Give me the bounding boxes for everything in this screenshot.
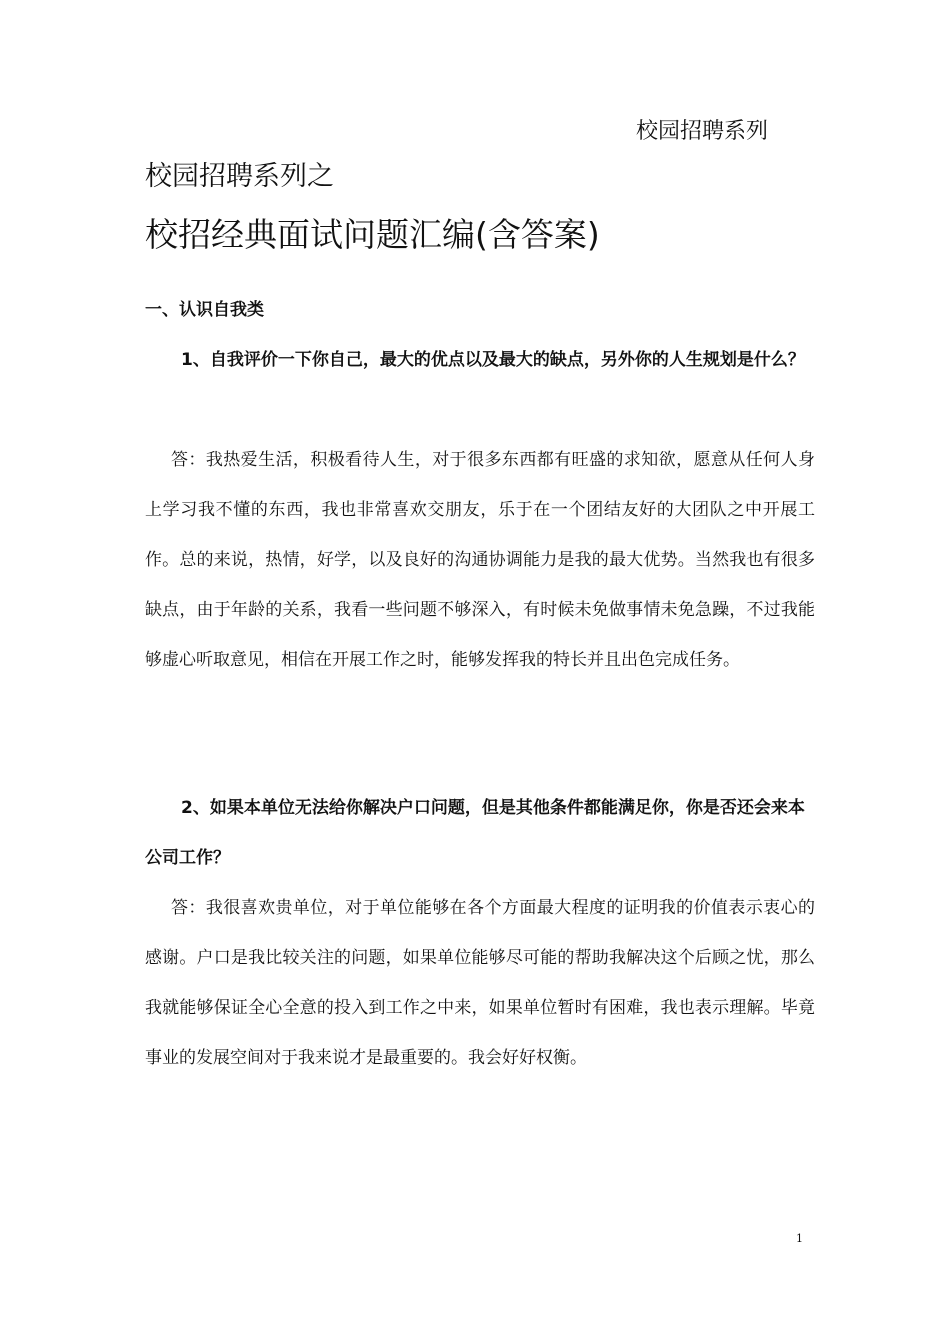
page-number: 1: [796, 1232, 803, 1245]
question-1: 1、自我评价一下你自己，最大的优点以及最大的缺点，另外你的人生规划是什么？: [181, 350, 805, 370]
section-heading: 一、认识自我类: [145, 300, 264, 320]
series-label: 校园招聘系列之: [145, 161, 334, 192]
running-header: 校园招聘系列: [636, 119, 769, 144]
answer-1: 答：我热爱生活，积极看待人生，对于很多东西都有旺盛的求知欲，愿意从任何人身上学习我不懂的东西，我也非常喜欢交朋友，乐于在一个团结友好的大团队之中开展工作。总的来说，热情，好学，以及良好的沟通协调能力是我的最大优势。当然我也有很多缺点，由于年龄的关系，我看一些问题不够深入，有时候未免做事情未免急躁，不过我能够虚心听取意见，相信在开展工作之时，能够发挥我的特长并且出色完成任务。: [145, 450, 815, 670]
question-2: 2、如果本单位无法给你解决户口问题，但是其他条件都能满足你，你是否还会来本公司工作？: [145, 798, 805, 868]
answer-2: 答：我很喜欢贵单位，对于单位能够在各个方面最大程度的证明我的价值表示衷心的感谢。户口是我比较关注的问题，如果单位能够尽可能的帮助我解决这个后顾之忧，那么我就能够保证全心全意的投入到工作之中来，如果单位暂时有困难，我也表示理解。毕竟事业的发展空间对于我来说才是最重要的。我会好好权衡。: [145, 898, 815, 1068]
page-title: 校招经典面试问题汇编(含答案): [145, 215, 600, 254]
